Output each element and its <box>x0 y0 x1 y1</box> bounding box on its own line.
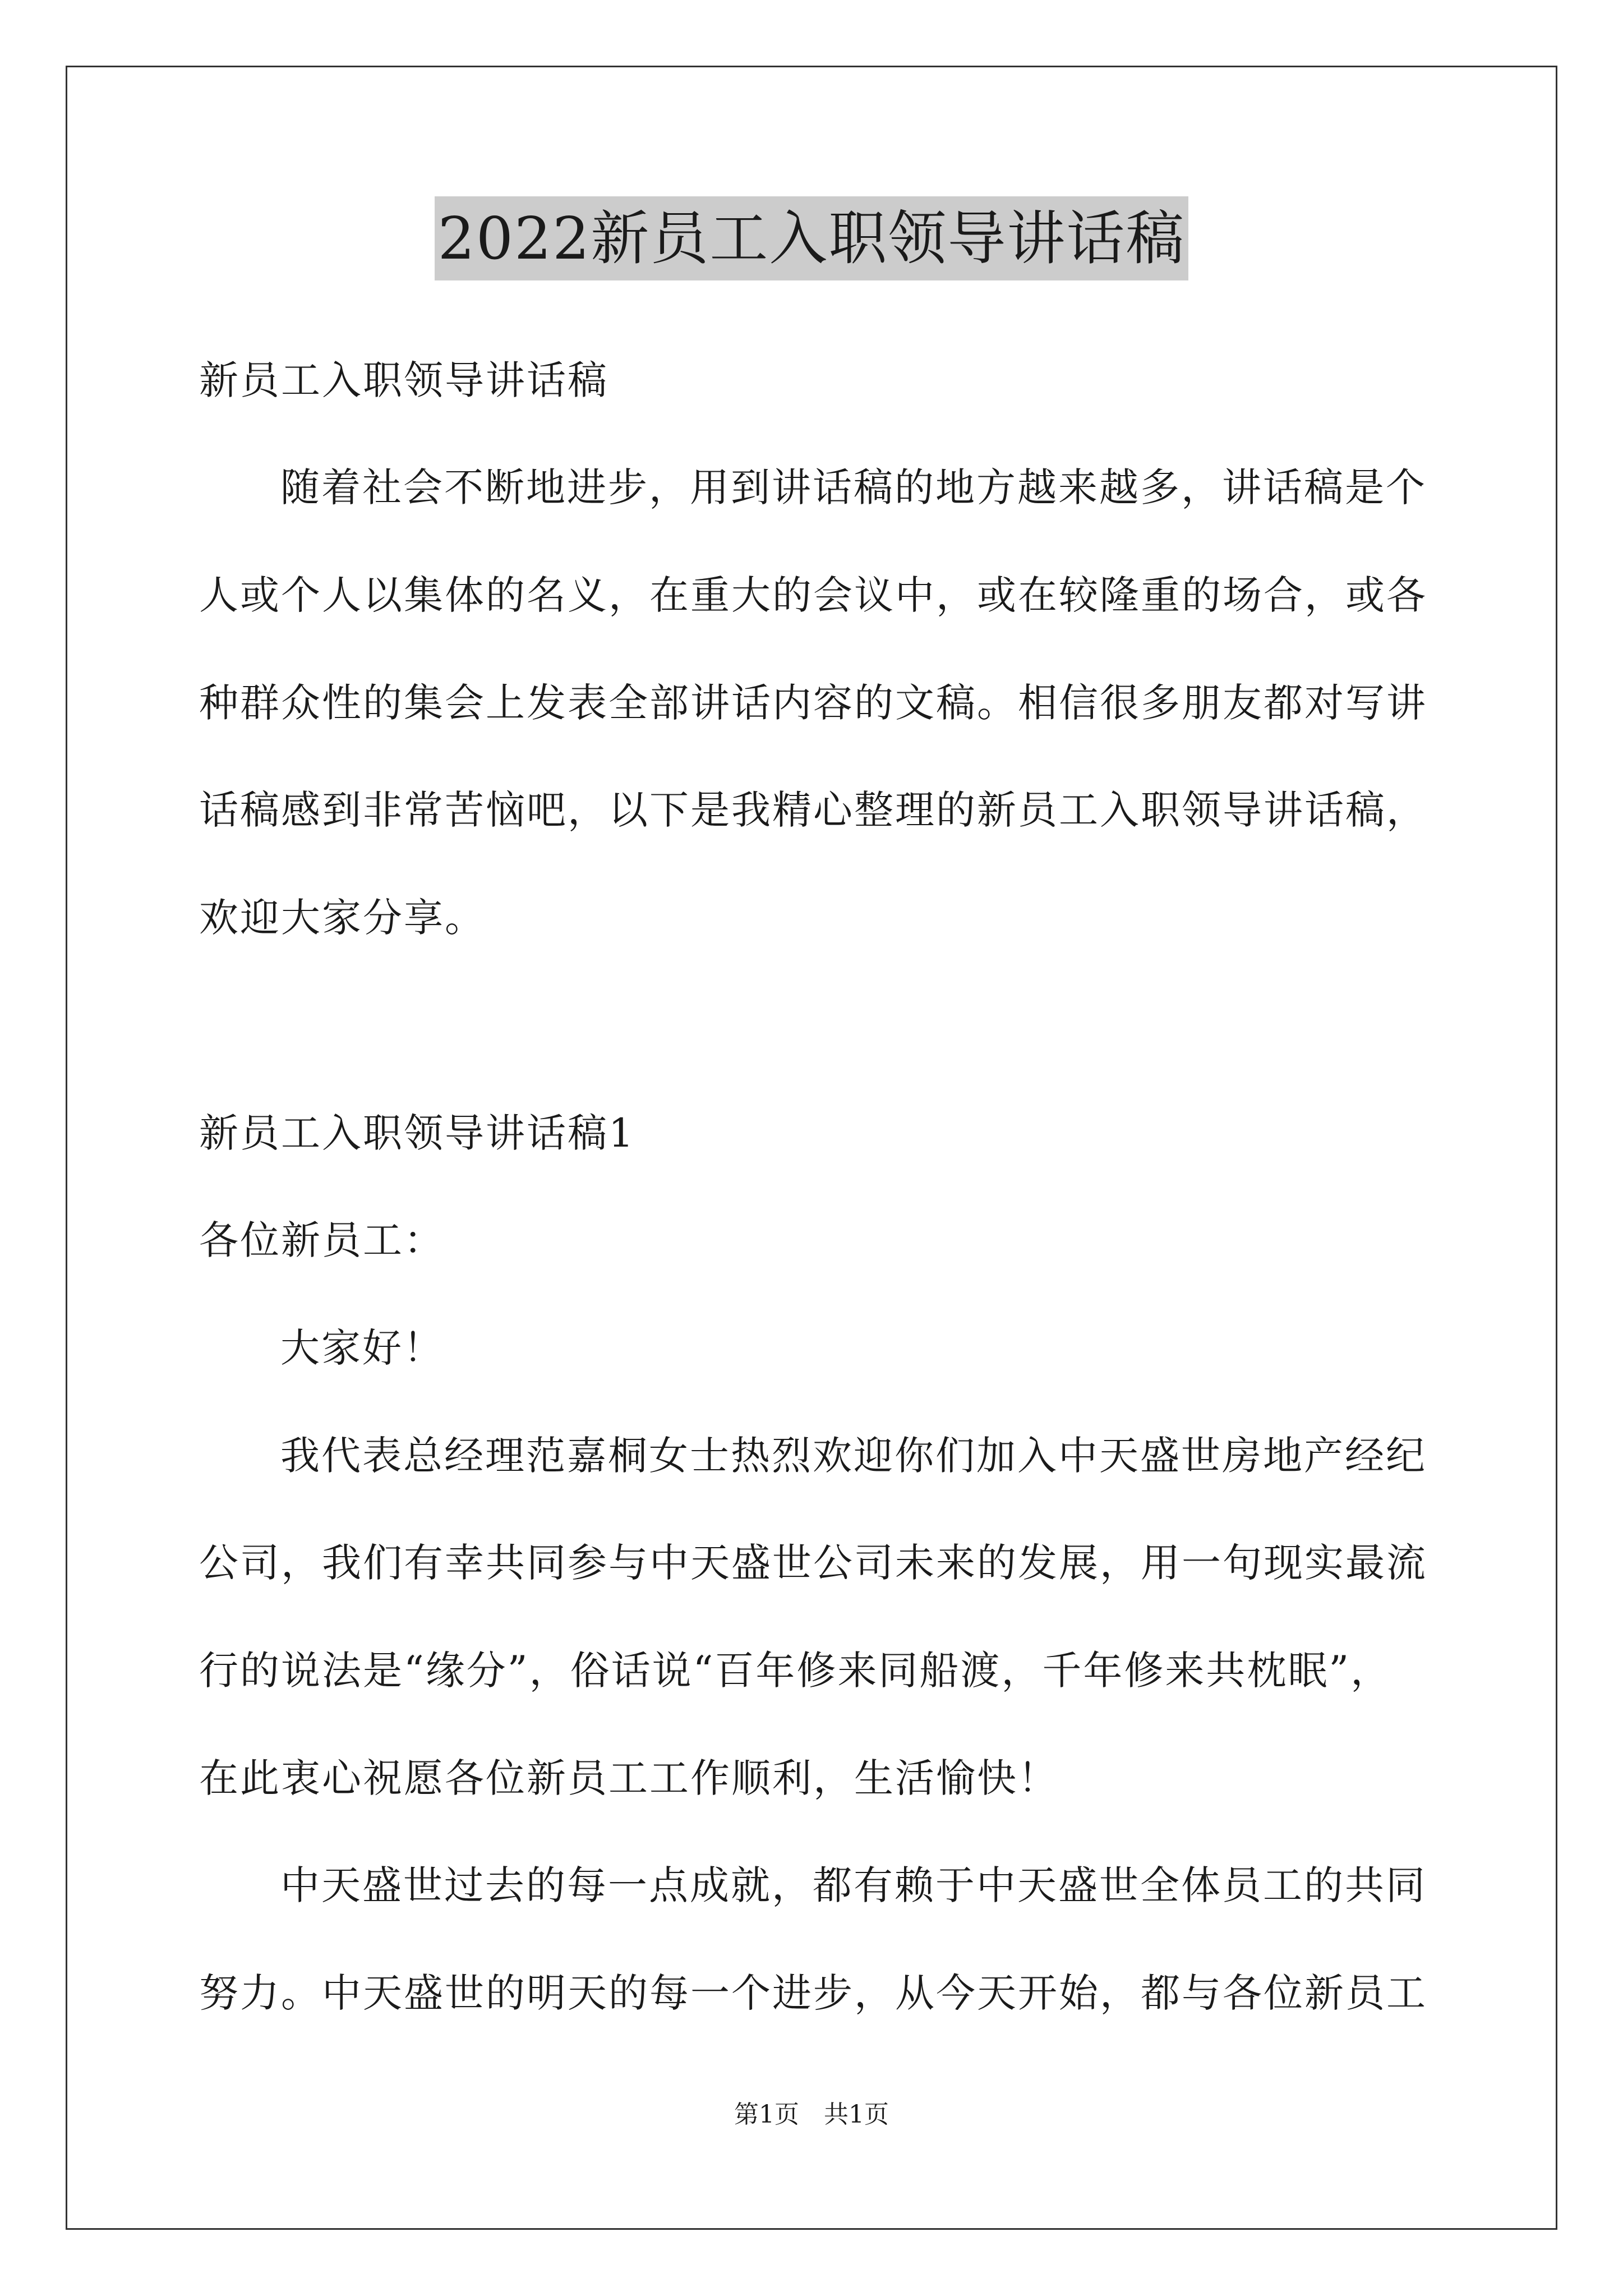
subtitle: 新员工入职领导讲话稿 <box>199 357 608 403</box>
paragraph-line: 随着社会不断地进步，用到讲话稿的地方越来越多，讲话稿是个 <box>280 464 1427 510</box>
paragraph-line: 公司，我们有幸共同参与中天盛世公司未来的发展，用一句现实最流 <box>199 1540 1427 1586</box>
paragraph-line: 种群众性的集会上发表全部讲话内容的文稿。相信很多朋友都对写讲 <box>199 680 1427 726</box>
paragraph-line: 话稿感到非常苦恼吧，以下是我精心整理的新员工入职领导讲话稿， <box>199 787 1427 833</box>
paragraph-line: 行的说法是“缘分”，俗话说“百年修来同船渡，千年修来共枕眠”， <box>199 1648 1392 1694</box>
paragraph-line: 中天盛世过去的每一点成就，都有赖于中天盛世全体员工的共同 <box>280 1862 1427 1908</box>
title-container <box>0 196 1623 280</box>
paragraph-line: 欢迎大家分享。 <box>199 895 486 941</box>
paragraph-line: 人或个人以集体的名义，在重大的会议中，或在较隆重的场合，或各 <box>199 572 1427 618</box>
page-number-footer: 第1页 共1页 <box>734 2100 889 2129</box>
section-heading: 新员工入职领导讲话稿1 <box>199 1110 635 1156</box>
document-title: 2022新员工入职领导讲话稿 <box>435 196 1189 280</box>
greeting: 大家好！ <box>280 1325 444 1371</box>
salutation: 各位新员工： <box>199 1217 445 1263</box>
paragraph-line: 努力。中天盛世的明天的每一个进步，从今天开始，都与各位新员工 <box>199 1970 1427 2016</box>
paragraph-line: 在此衷心祝愿各位新员工工作顺利，生活愉快！ <box>199 1755 1059 1801</box>
paragraph-line: 我代表总经理范嘉桐女士热烈欢迎你们加入中天盛世房地产经纪 <box>280 1433 1427 1479</box>
